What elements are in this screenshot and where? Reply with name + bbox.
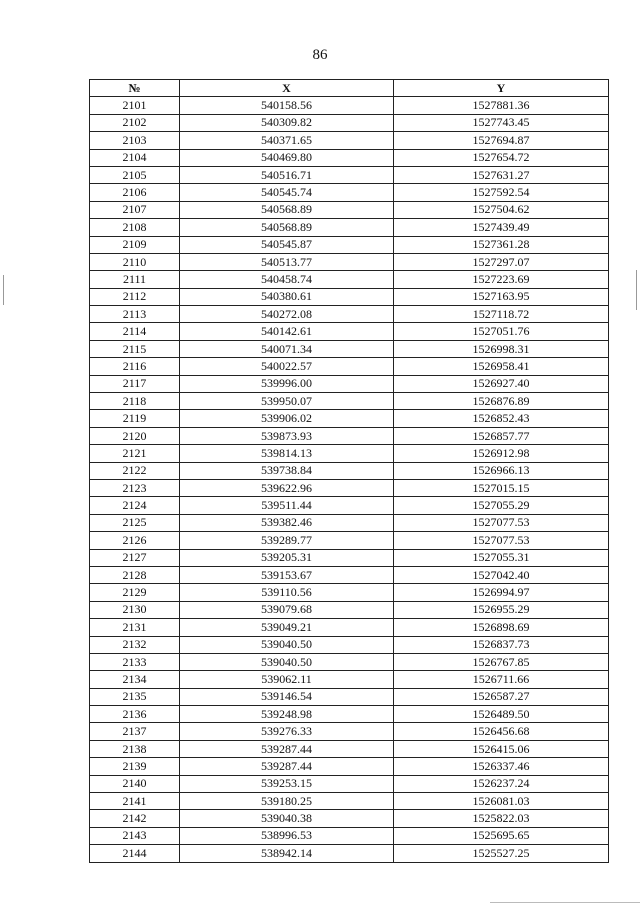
cell-x: 539248.98: [180, 706, 394, 723]
cell-y: 1527015.15: [394, 479, 609, 496]
table-row: [90, 323, 609, 340]
cell-y: 1527592.54: [394, 184, 609, 201]
cell-number: 2126: [90, 532, 180, 549]
header-y: Y: [394, 80, 609, 97]
table-row: [90, 845, 609, 862]
table-row: [90, 288, 609, 305]
table-row: [90, 306, 609, 323]
cell-y: 1526489.50: [394, 706, 609, 723]
cell-y: 1526237.24: [394, 775, 609, 792]
cell-x: 540022.57: [180, 358, 394, 375]
cell-number: 2135: [90, 688, 180, 705]
cell-y: 1526711.66: [394, 671, 609, 688]
cell-y: 1526767.85: [394, 653, 609, 670]
cell-x: 539276.33: [180, 723, 394, 740]
table-row: [90, 445, 609, 462]
cell-x: 539062.11: [180, 671, 394, 688]
cell-x: 540545.87: [180, 236, 394, 253]
margin-mark-right: [636, 270, 637, 310]
cell-number: 2123: [90, 479, 180, 496]
cell-number: 2122: [90, 462, 180, 479]
cell-number: 2106: [90, 184, 180, 201]
table-row: [90, 566, 609, 583]
cell-number: 2101: [90, 97, 180, 114]
cell-y: 1527631.27: [394, 166, 609, 183]
cell-y: 1525822.03: [394, 810, 609, 827]
cell-number: 2116: [90, 358, 180, 375]
table-row: [90, 393, 609, 410]
cell-number: 2120: [90, 427, 180, 444]
cell-y: 1526998.31: [394, 340, 609, 357]
table-row: [90, 201, 609, 218]
cell-x: 540380.61: [180, 288, 394, 305]
cell-x: 540568.89: [180, 219, 394, 236]
table-row: [90, 636, 609, 653]
cell-x: 539289.77: [180, 532, 394, 549]
table-row: [90, 740, 609, 757]
cell-y: 1526927.40: [394, 375, 609, 392]
cell-x: 539738.84: [180, 462, 394, 479]
cell-x: 540513.77: [180, 253, 394, 270]
cell-number: 2131: [90, 619, 180, 636]
cell-x: 539996.00: [180, 375, 394, 392]
cell-number: 2111: [90, 271, 180, 288]
cell-number: 2128: [90, 566, 180, 583]
cell-y: 1527223.69: [394, 271, 609, 288]
cell-number: 2112: [90, 288, 180, 305]
cell-y: 1526837.73: [394, 636, 609, 653]
table-row: [90, 427, 609, 444]
cell-y: 1527297.07: [394, 253, 609, 270]
cell-y: 1526966.13: [394, 462, 609, 479]
table-row: [90, 514, 609, 531]
cell-y: 1526876.89: [394, 393, 609, 410]
coordinates-table: [89, 79, 609, 863]
cell-y: 1527051.76: [394, 323, 609, 340]
cell-number: 2141: [90, 793, 180, 810]
table-row: [90, 810, 609, 827]
cell-number: 2143: [90, 827, 180, 844]
cell-x: 539205.31: [180, 549, 394, 566]
table-row: [90, 827, 609, 844]
table-row: [90, 479, 609, 496]
table-row: [90, 114, 609, 131]
cell-number: 2119: [90, 410, 180, 427]
cell-x: 540469.80: [180, 149, 394, 166]
cell-y: 1527163.95: [394, 288, 609, 305]
cell-y: 1526898.69: [394, 619, 609, 636]
cell-y: 1526587.27: [394, 688, 609, 705]
cell-x: 539287.44: [180, 758, 394, 775]
cell-number: 2117: [90, 375, 180, 392]
cell-x: 539382.46: [180, 514, 394, 531]
cell-x: 539180.25: [180, 793, 394, 810]
header-number: №: [90, 80, 180, 97]
cell-y: 1527504.62: [394, 201, 609, 218]
cell-number: 2144: [90, 845, 180, 862]
table-row: [90, 271, 609, 288]
cell-x: 539814.13: [180, 445, 394, 462]
cell-y: 1526456.68: [394, 723, 609, 740]
cell-x: 540071.34: [180, 340, 394, 357]
cell-x: 539906.02: [180, 410, 394, 427]
cell-x: 539622.96: [180, 479, 394, 496]
table-row: [90, 410, 609, 427]
cell-number: 2129: [90, 584, 180, 601]
table-row: [90, 723, 609, 740]
cell-x: 539253.15: [180, 775, 394, 792]
table-row: [90, 775, 609, 792]
table-row: [90, 97, 609, 114]
cell-x: 539950.07: [180, 393, 394, 410]
cell-x: 539040.50: [180, 636, 394, 653]
cell-y: 1526337.46: [394, 758, 609, 775]
cell-y: 1525695.65: [394, 827, 609, 844]
table-row: [90, 149, 609, 166]
cell-x: 539287.44: [180, 740, 394, 757]
cell-y: 1526415.06: [394, 740, 609, 757]
margin-mark-left: [3, 275, 4, 305]
cell-number: 2102: [90, 114, 180, 131]
cell-number: 2121: [90, 445, 180, 462]
cell-number: 2104: [90, 149, 180, 166]
table-row: [90, 497, 609, 514]
cell-x: 540272.08: [180, 306, 394, 323]
cell-y: 1526912.98: [394, 445, 609, 462]
cell-number: 2134: [90, 671, 180, 688]
cell-x: 539110.56: [180, 584, 394, 601]
cell-number: 2136: [90, 706, 180, 723]
table-row: [90, 375, 609, 392]
table-body: [90, 97, 609, 862]
table-row: [90, 619, 609, 636]
cell-number: 2103: [90, 132, 180, 149]
cell-x: 539153.67: [180, 566, 394, 583]
cell-x: 540309.82: [180, 114, 394, 131]
table-row: [90, 236, 609, 253]
cell-number: 2107: [90, 201, 180, 218]
cell-y: 1527042.40: [394, 566, 609, 583]
cell-number: 2105: [90, 166, 180, 183]
table-row: [90, 793, 609, 810]
cell-number: 2130: [90, 601, 180, 618]
table-row: [90, 132, 609, 149]
table-row: [90, 671, 609, 688]
cell-y: 1526081.03: [394, 793, 609, 810]
cell-y: 1527118.72: [394, 306, 609, 323]
cell-y: 1527439.49: [394, 219, 609, 236]
cell-y: 1526852.43: [394, 410, 609, 427]
cell-number: 2110: [90, 253, 180, 270]
cell-y: 1527654.72: [394, 149, 609, 166]
cell-number: 2118: [90, 393, 180, 410]
cell-x: 540516.71: [180, 166, 394, 183]
table-row: [90, 706, 609, 723]
cell-number: 2137: [90, 723, 180, 740]
cell-number: 2109: [90, 236, 180, 253]
bottom-scan-line: [490, 902, 640, 903]
table-row: [90, 462, 609, 479]
cell-x: 540158.56: [180, 97, 394, 114]
header-x: X: [180, 80, 394, 97]
cell-y: 1526857.77: [394, 427, 609, 444]
cell-number: 2125: [90, 514, 180, 531]
cell-y: 1527077.53: [394, 514, 609, 531]
cell-number: 2115: [90, 340, 180, 357]
cell-number: 2127: [90, 549, 180, 566]
cell-number: 2108: [90, 219, 180, 236]
page-number: 86: [312, 47, 328, 63]
cell-y: 1525527.25: [394, 845, 609, 862]
cell-number: 2133: [90, 653, 180, 670]
cell-x: 538996.53: [180, 827, 394, 844]
cell-y: 1527743.45: [394, 114, 609, 131]
table-row: [90, 358, 609, 375]
table-row: [90, 758, 609, 775]
cell-y: 1526958.41: [394, 358, 609, 375]
cell-x: 539040.50: [180, 653, 394, 670]
cell-y: 1526994.97: [394, 584, 609, 601]
cell-number: 2132: [90, 636, 180, 653]
cell-number: 2113: [90, 306, 180, 323]
cell-y: 1527055.31: [394, 549, 609, 566]
table-row: [90, 601, 609, 618]
table-row: [90, 184, 609, 201]
cell-x: 539511.44: [180, 497, 394, 514]
cell-x: 538942.14: [180, 845, 394, 862]
table-row: [90, 219, 609, 236]
cell-x: 540568.89: [180, 201, 394, 218]
table-row: [90, 166, 609, 183]
cell-x: 540142.61: [180, 323, 394, 340]
cell-x: 539146.54: [180, 688, 394, 705]
table-row: [90, 532, 609, 549]
cell-x: 539873.93: [180, 427, 394, 444]
cell-x: 540545.74: [180, 184, 394, 201]
cell-x: 540458.74: [180, 271, 394, 288]
table-row: [90, 653, 609, 670]
cell-number: 2138: [90, 740, 180, 757]
table-row: [90, 340, 609, 357]
cell-number: 2142: [90, 810, 180, 827]
cell-number: 2140: [90, 775, 180, 792]
cell-y: 1526955.29: [394, 601, 609, 618]
table-row: [90, 253, 609, 270]
cell-number: 2114: [90, 323, 180, 340]
table-row: [90, 584, 609, 601]
cell-x: 539079.68: [180, 601, 394, 618]
cell-x: 539040.38: [180, 810, 394, 827]
table-row: [90, 688, 609, 705]
cell-number: 2124: [90, 497, 180, 514]
cell-x: 540371.65: [180, 132, 394, 149]
cell-x: 539049.21: [180, 619, 394, 636]
cell-number: 2139: [90, 758, 180, 775]
table-header-row: [90, 80, 609, 97]
cell-y: 1527361.28: [394, 236, 609, 253]
cell-y: 1527881.36: [394, 97, 609, 114]
cell-y: 1527055.29: [394, 497, 609, 514]
cell-y: 1527077.53: [394, 532, 609, 549]
cell-y: 1527694.87: [394, 132, 609, 149]
table-row: [90, 549, 609, 566]
